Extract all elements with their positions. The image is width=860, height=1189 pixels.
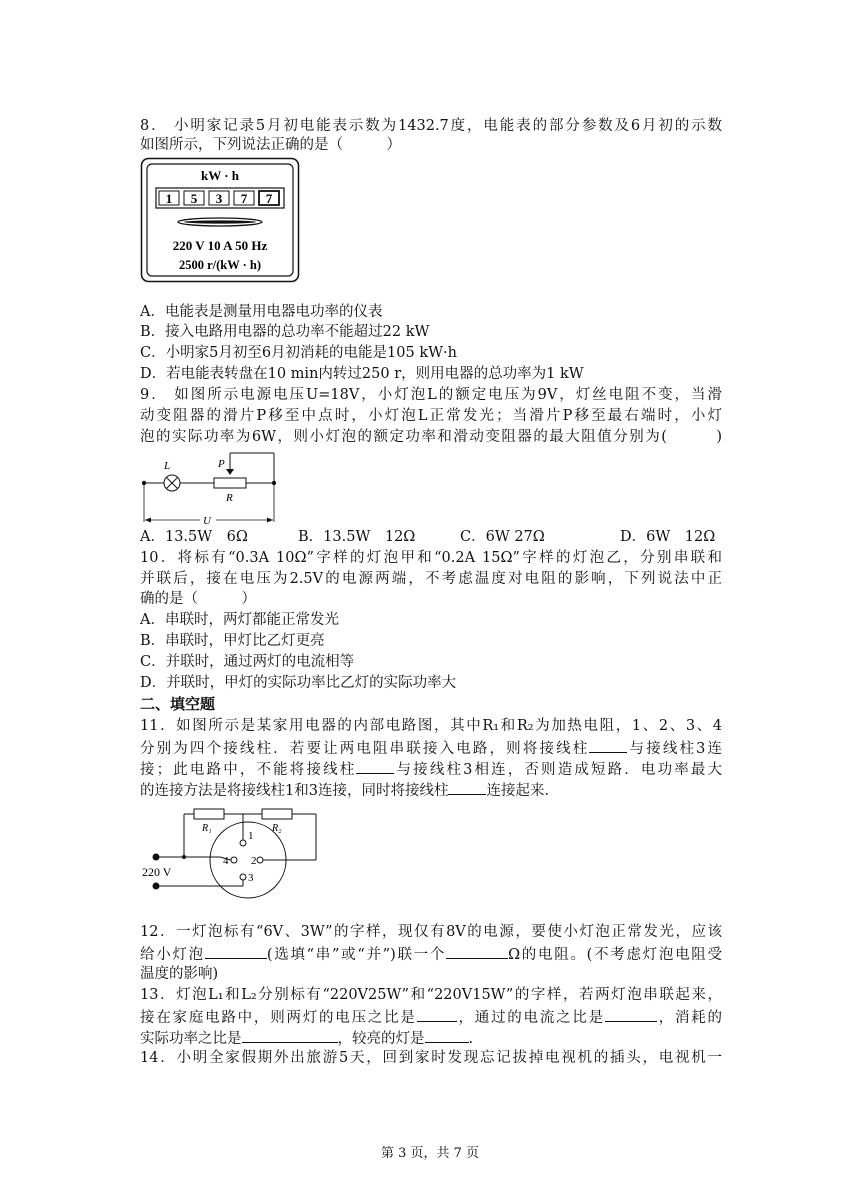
q11-line2 — [140, 738, 722, 758]
q12-blank-2[interactable] — [446, 944, 508, 959]
terminal-4-icon — [231, 857, 237, 863]
q13-text: ，通过的电流之比是 — [456, 1010, 605, 1026]
q12-line2 — [140, 944, 722, 964]
q13-blank-3[interactable] — [242, 1028, 338, 1043]
q11-text: 与接线柱3连 — [627, 741, 722, 757]
meter-digit: 7 — [240, 191, 248, 206]
q10-line3: 确的是（ ） — [140, 591, 256, 607]
q11-text: 分别为四个接线柱．若要让两电阻串联接入电路，则将接线柱 — [140, 741, 590, 757]
q10-line1: 10．将标有“0.3A 10Ω”字样的灯泡甲和“0.2A 15Ω”字样的灯泡乙，分别串联和 — [140, 550, 722, 566]
q13-line2 — [140, 1007, 722, 1027]
q8-option-d: D．若电能表转盘在10 min内转过250 r，则用电器的总功率为1 kW — [140, 366, 584, 382]
lamp-label: L — [164, 460, 171, 472]
q11-blank-3[interactable] — [448, 780, 486, 795]
q13-text: ，消耗的 — [656, 1010, 723, 1026]
q13-blank-1[interactable] — [417, 1007, 457, 1022]
q10-option-d: D．并联时，甲灯的实际功率比乙灯的实际功率大 — [140, 675, 457, 691]
q13-blank-4[interactable] — [425, 1028, 469, 1043]
heater-circuit-figure — [140, 802, 330, 902]
q10-option-b: B．串联时，甲灯比乙灯更亮 — [140, 633, 325, 649]
q9-line2: 动变阻器的滑片P移至中点时，小灯泡L正常发光；当滑片P移至最右端时，小灯 — [140, 408, 722, 424]
q13-line1: 13．灯泡L₁和L₂分别标有“220V25W”和“220V15W”的字样，若两灯泡串联起来， — [140, 987, 722, 1003]
q9-line3: 泡的实际功率为6W，则小灯泡的额定功率和滑动变阻器的最大阻值分别为( ) — [140, 429, 722, 445]
terminal-1-icon — [240, 840, 246, 846]
terminal-3-label: 3 — [248, 872, 254, 884]
q11-line3 — [140, 759, 722, 779]
lamp-rheostat-circuit-figure — [140, 449, 280, 527]
q11-text: 的连接方法是将接线柱1和3连接，同时将接线柱 — [140, 783, 449, 799]
resistor-label: R — [226, 492, 233, 504]
q11-blank-2[interactable] — [356, 759, 394, 774]
terminal-1-label: 1 — [248, 830, 254, 842]
q11-text: 连接起来． — [486, 783, 559, 799]
page-number-footer: 第 3 页，共 7 页 — [380, 1146, 480, 1161]
q13-text: . — [468, 1031, 474, 1047]
q8-line1: 8． 小明家记录5月初电能表示数为1432.7度，电能表的部分参数及6月初的示数 — [140, 118, 722, 134]
q13-blank-2[interactable] — [605, 1007, 657, 1022]
electric-meter-figure — [140, 157, 300, 283]
meter-constant: 2500 r/(kW · h) — [178, 258, 262, 272]
q8-line2: 如图所示，下列说法正确的是（ ） — [140, 137, 401, 153]
supply-voltage-label: 220 V — [142, 865, 172, 879]
q11-blank-1[interactable] — [589, 738, 627, 753]
q12-text: (选填“串”或“并”)联一个 — [266, 947, 447, 963]
voltage-label: U — [203, 515, 211, 527]
q13-line3 — [140, 1028, 473, 1048]
terminal-3-icon — [240, 874, 246, 880]
meter-digit: 7 — [265, 191, 273, 206]
q10-option-c: C．并联时，通过两灯的电流相等 — [140, 654, 355, 670]
q13-text: 接在家庭电路中，则两灯的电压之比是 — [140, 1010, 417, 1026]
meter-rating: 220 V 10 A 50 Hz — [172, 238, 268, 253]
q9-option-c: C．6W 27Ω — [460, 529, 545, 545]
q10-option-a: A．串联时，两灯都能正常发光 — [140, 612, 339, 628]
meter-digit: 5 — [190, 191, 198, 206]
q8-option-a: A．电能表是测量用电器电功率的仪表 — [140, 304, 383, 320]
q9-option-a: A．13.5W 6Ω — [140, 529, 248, 545]
q11-line4 — [140, 780, 559, 800]
q12-line3: 温度的影响) — [140, 966, 219, 982]
q12-blank-1[interactable] — [205, 944, 267, 959]
section-heading-fill-in: 二、填空题 — [140, 695, 216, 713]
resistor-r2-icon — [262, 809, 292, 819]
meter-digit: 1 — [165, 191, 173, 206]
meter-unit-label: kW · h — [200, 168, 240, 183]
meter-digit: 3 — [215, 191, 223, 206]
q9-option-b: B．13.5W 12Ω — [298, 529, 416, 545]
resistor-r1-icon — [194, 809, 224, 819]
q11-line1: 11．如图所示是某家用电器的内部电路图，其中R₁和R₂为加热电阻，1、2、3、4 — [140, 718, 722, 734]
q9-line1: 9． 如图所示电源电压U=18V，小灯泡L的额定电压为9V，灯丝电阻不变，当滑 — [140, 387, 722, 403]
terminal-4-label: 4 — [223, 855, 229, 867]
q9-option-d: D．6W 12Ω — [620, 529, 716, 545]
q12-text: 给小灯泡 — [140, 947, 205, 963]
q11-text: 与接线柱3相连，否则造成短路．电功率最大 — [394, 762, 723, 778]
q8-option-b: B．接入电路用电器的总功率不能超过22 kW — [140, 324, 430, 340]
slider-label: P — [218, 458, 225, 470]
q8-option-c: C．小明家5月初至6月初消耗的电能是105 kW·h — [140, 345, 457, 361]
rheostat-icon — [214, 478, 246, 488]
q14-line1: 14．小明全家假期外出旅游5天，回到家时发现忘记拔掉电视机的插头，电视机一 — [140, 1050, 722, 1066]
q12-text: Ω的电阻。(不考虑灯泡电阻受 — [508, 947, 723, 963]
q11-text: 接；此电路中，不能将接线柱 — [140, 762, 357, 778]
q13-text: 实际功率之比是 — [140, 1031, 242, 1047]
q10-line2: 并联后，接在电压为2.5V的电源两端，不考虑温度对电阻的影响，下列说法中正 — [140, 571, 722, 587]
r1-label: R₁ — [202, 823, 212, 834]
r2-label: R₂ — [272, 823, 282, 834]
terminal-2-label: 2 — [251, 855, 257, 867]
q12-line1: 12．一灯泡标有“6V、3W”的字样，现仅有8V的电源，要使小灯泡正常发光，应该 — [140, 924, 722, 940]
terminal-2-icon — [257, 857, 263, 863]
q13-text: ，较亮的灯是 — [337, 1031, 425, 1047]
